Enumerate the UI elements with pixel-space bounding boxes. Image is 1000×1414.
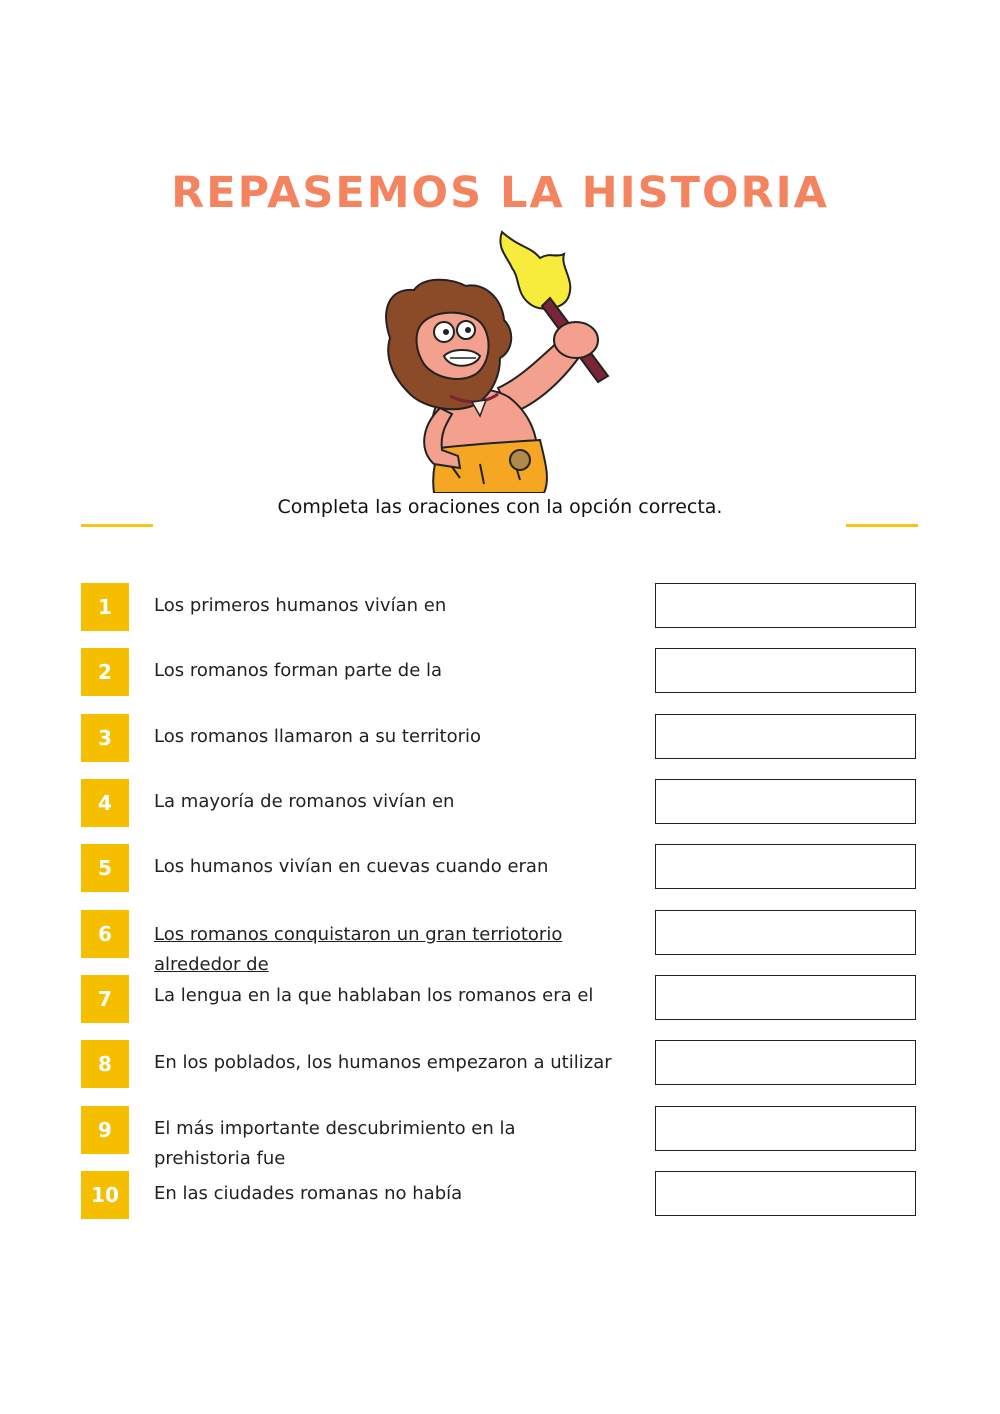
question-row <box>0 648 1000 696</box>
question-row <box>0 910 1000 975</box>
question-text: El más importante descubrimiento en la prehistoria fue <box>154 1118 516 1169</box>
question-row <box>0 1171 1000 1219</box>
question-text: En los poblados, los humanos empezaron a utilizar <box>154 1052 612 1073</box>
belt-knot <box>510 450 530 470</box>
answer-field[interactable] <box>655 1040 916 1085</box>
answer-field[interactable] <box>655 975 916 1020</box>
question-text: La lengua en la que hablaban los romanos era el <box>154 985 594 1006</box>
decorative-line-left <box>81 524 153 527</box>
question-row <box>0 583 1000 631</box>
caveman-torch-illustration <box>380 228 620 493</box>
question-number: 2 <box>81 648 129 696</box>
question-number: 7 <box>81 975 129 1023</box>
question-number: 3 <box>81 714 129 762</box>
question-row <box>0 975 1000 1023</box>
question-number: 10 <box>81 1171 129 1219</box>
question-row <box>0 844 1000 892</box>
decorative-line-right <box>846 524 918 527</box>
question-number: 1 <box>81 583 129 631</box>
answer-field[interactable] <box>655 1171 916 1216</box>
answer-field[interactable] <box>655 583 916 628</box>
question-text: Los humanos vivían en cuevas cuando eran <box>154 856 549 877</box>
answer-field[interactable] <box>655 648 916 693</box>
answer-field[interactable] <box>655 1106 916 1151</box>
question-number: 9 <box>81 1106 129 1154</box>
page-title: REPASEMOS LA HISTORIA <box>171 168 829 218</box>
question-number: 4 <box>81 779 129 827</box>
question-row <box>0 779 1000 827</box>
instructions: Completa las oraciones con la opción correcta. <box>277 496 723 518</box>
question-number: 6 <box>81 910 129 958</box>
caveman-face <box>417 313 489 379</box>
question-number: 8 <box>81 1040 129 1088</box>
question-row <box>0 714 1000 762</box>
question-text: En las ciudades romanas no había <box>154 1183 463 1204</box>
question-text: Los primeros humanos vivían en <box>154 595 447 616</box>
question-text: La mayoría de romanos vivían en <box>154 791 455 812</box>
question-text: Los romanos forman parte de la <box>154 660 443 681</box>
caveman-hand <box>554 322 598 358</box>
answer-field[interactable] <box>655 910 916 955</box>
question-text: Los romanos conquistaron un gran terriotorio alrededor de <box>154 924 563 975</box>
torch-flame <box>500 232 570 309</box>
question-number: 5 <box>81 844 129 892</box>
answer-field[interactable] <box>655 844 916 889</box>
question-row <box>0 1106 1000 1169</box>
question-text: Los romanos llamaron a su territorio <box>154 726 482 747</box>
question-row <box>0 1040 1000 1088</box>
answer-field[interactable] <box>655 779 916 824</box>
answer-field[interactable] <box>655 714 916 759</box>
